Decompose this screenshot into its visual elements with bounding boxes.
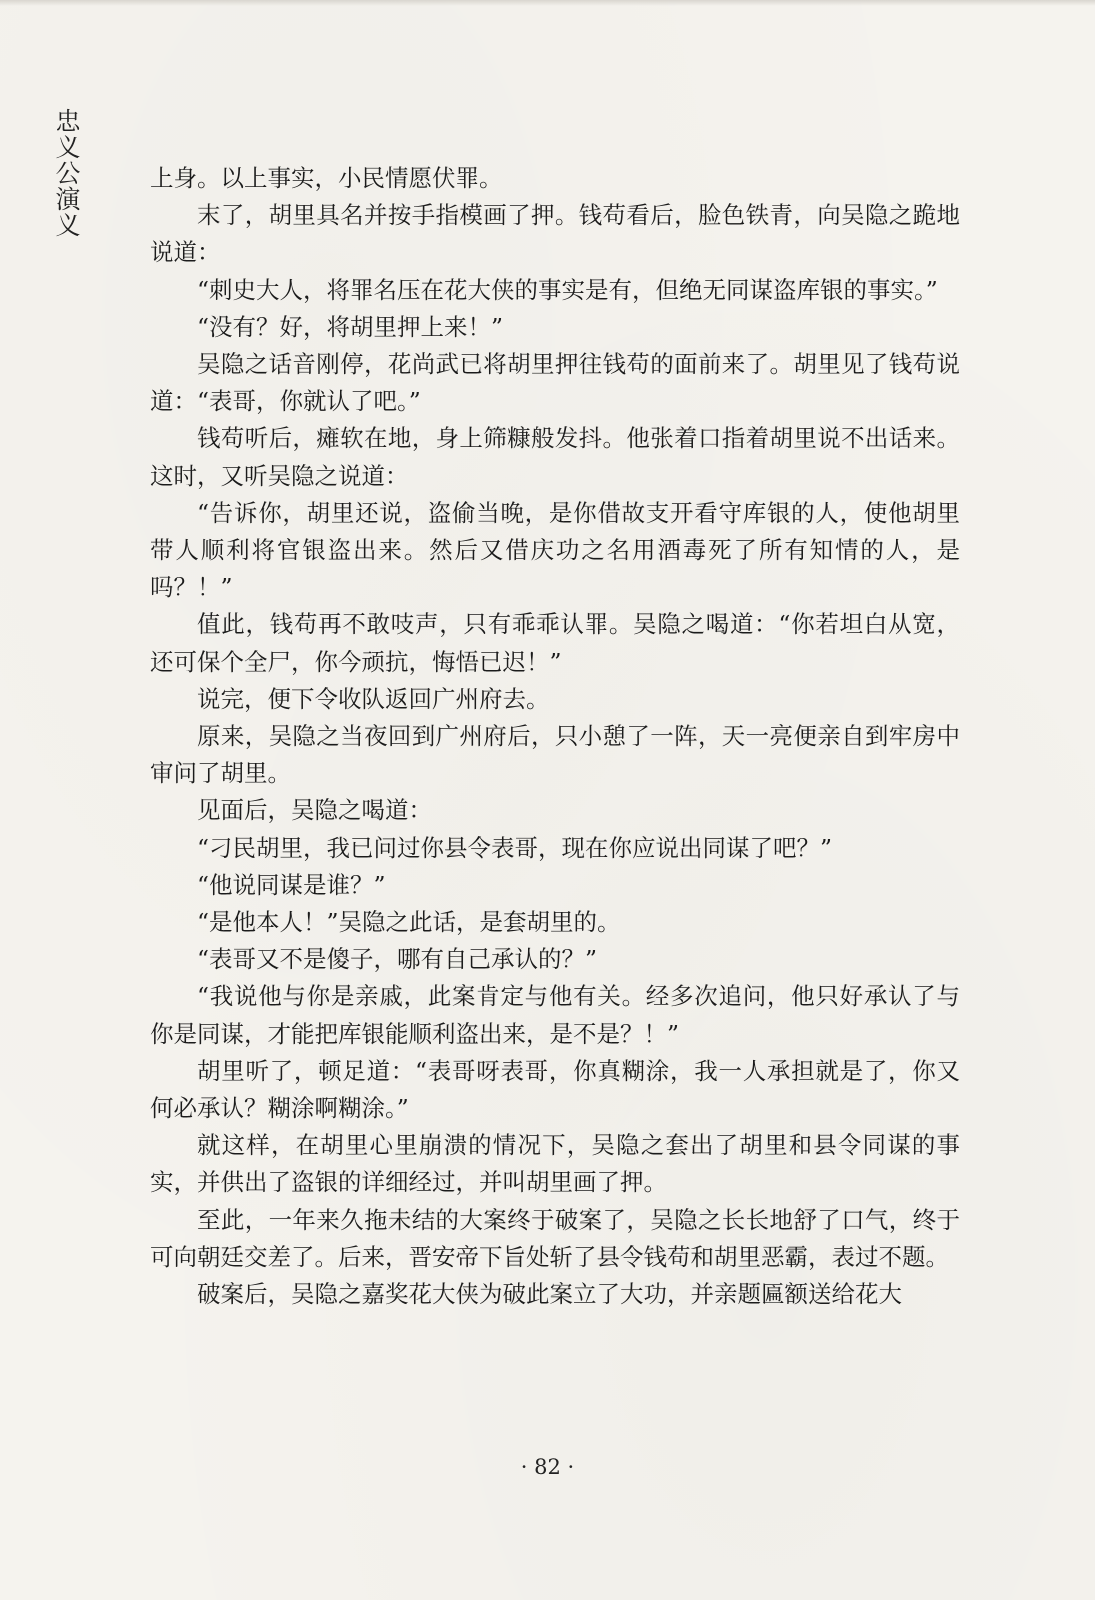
paragraph: 至此，一年来久拖未结的大案终于破案了，吴隐之长长地舒了口气，终于可向朝廷交差了。后来，晋安帝下旨处斩了县令钱苟和胡里恶霸，表过不题。 bbox=[150, 1205, 960, 1271]
page-number: · 82 · bbox=[520, 1455, 575, 1479]
paragraph: “刁民胡里，我已问过你县令表哥，现在你应说出同谋了吧？” bbox=[197, 833, 833, 862]
paragraph: “没有？好，将胡里押上来！” bbox=[197, 312, 504, 341]
paragraph: 破案后，吴隐之嘉奖花大侠为破此案立了大功，并亲题匾额送给花大 bbox=[197, 1280, 902, 1309]
paragraph: “他说同谋是谁？” bbox=[197, 870, 386, 899]
running-head: 忠义公演义 bbox=[52, 108, 81, 238]
paragraph: 原来，吴隐之当夜回到广州府后，只小憩了一阵，天一亮便亲自到牢房中审问了胡里。 bbox=[150, 722, 960, 788]
paragraph: 吴隐之话音刚停，花尚武已将胡里押往钱苟的面前来了。胡里见了钱苟说道：“表哥，你就认了吧。” bbox=[150, 350, 960, 416]
paragraph: 上身。以上事实，小民情愿伏罪。 bbox=[150, 164, 503, 192]
paragraph: 胡里听了，顿足道：“表哥呀表哥，你真糊涂，我一人承担就是了，你又何必承认？糊涂啊糊涂。” bbox=[150, 1056, 960, 1123]
paragraph: 说完，便下令收队返回广州府去。 bbox=[197, 684, 550, 713]
paragraph: 就这样，在胡里心里崩溃的情况下，吴隐之套出了胡里和县令同谋的事实，并供出了盗银的详细经过，并叫胡里画了押。 bbox=[150, 1131, 960, 1197]
page-top-edge bbox=[0, 0, 1095, 6]
paragraph: 末了，胡里具名并按手指模画了押。钱苟看后，脸色铁青，向吴隐之跪地说道： bbox=[150, 201, 960, 267]
body-text bbox=[150, 160, 960, 1313]
paragraph: “我说他与你是亲戚，此案肯定与他有关。经多次追问，他只好承认了与你是同谋，才能把库银能顺利盗出来，是不是？！” bbox=[150, 982, 960, 1048]
paragraph: 见面后，吴隐之喝道： bbox=[197, 796, 432, 825]
paragraph: “刺史大人，将罪名压在花大侠的事实是有，但绝无同谋盗库银的事实。” bbox=[197, 275, 938, 304]
paragraph: “表哥又不是傻子，哪有自己承认的？” bbox=[197, 945, 598, 974]
paragraph: 值此，钱苟再不敢吱声，只有乖乖认罪。吴隐之喝道：“你若坦白从宽，还可保个全尸，你今顽抗，悔悟已迟！” bbox=[150, 610, 960, 676]
paragraph: “是他本人！”吴隐之此话，是套胡里的。 bbox=[197, 908, 621, 937]
paragraph: 钱苟听后，瘫软在地，身上筛糠般发抖。他张着口指着胡里说不出话来。这时，又听吴隐之说道： bbox=[150, 424, 960, 490]
paragraph: “告诉你，胡里还说，盗偷当晚，是你借故支开看守库银的人，使他胡里带人顺利将官银盗出来。然后又借庆功之名用酒毒死了所有知情的人，是吗？！” bbox=[150, 498, 960, 602]
